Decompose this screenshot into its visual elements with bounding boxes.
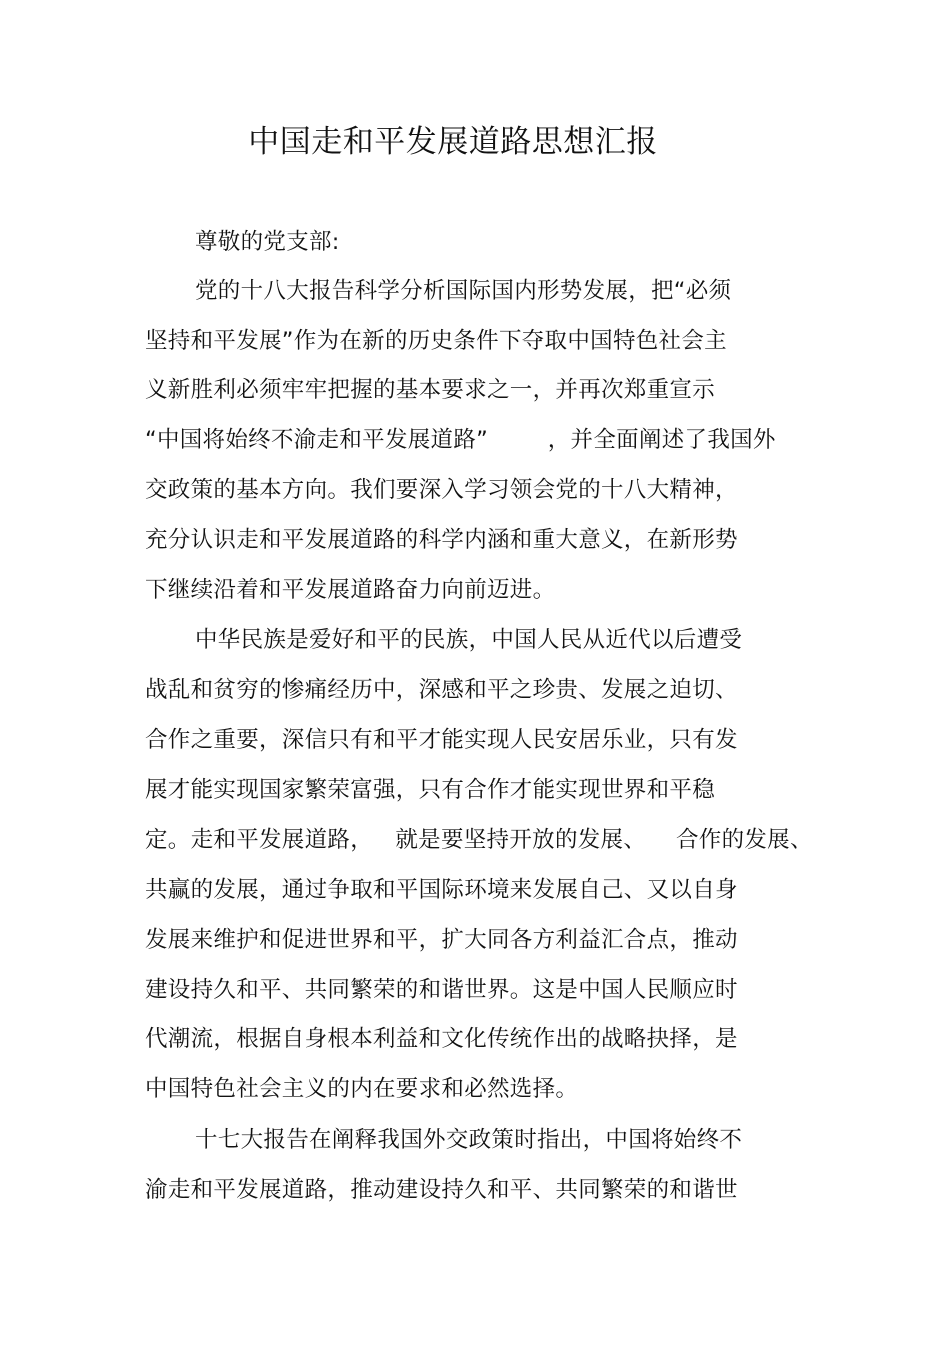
paragraph-line: 合作之重要，深信只有和平才能实现人民安居乐业，只有发 bbox=[145, 727, 738, 753]
paragraph-line: 战乱和贫穷的惨痛经历中，深感和平之珍贵、发展之迫切、 bbox=[145, 677, 738, 703]
paragraph-line: 发展来维护和促进世界和平，扩大同各方利益汇合点，推动 bbox=[145, 927, 738, 953]
paragraph-line: 渝走和平发展道路，推动建设持久和平、共同繁荣的和谐世 bbox=[145, 1177, 738, 1203]
paragraph-line: 共赢的发展，通过争取和平国际环境来发展自己、又以自身 bbox=[145, 877, 738, 903]
paragraph-line: 建设持久和平、共同繁荣的和谐世界。这是中国人民顺应时 bbox=[145, 977, 738, 1003]
paragraph-line: 坚持和平发展”作为在新的历史条件下夺取中国特色社会主 bbox=[145, 328, 727, 354]
paragraph-line: 党的十八大报告科学分析国际国内形势发展，把“必须 bbox=[195, 278, 732, 304]
paragraph-line: 中国特色社会主义的内在要求和必然选择。 bbox=[145, 1076, 579, 1102]
paragraph-line: 交政策的基本方向。我们要深入学习领会党的十八大精神， bbox=[145, 477, 738, 503]
paragraph-line: 充分认识走和平发展道路的科学内涵和重大意义，在新形势 bbox=[145, 527, 738, 553]
paragraph-line: 代潮流，根据自身根本利益和文化传统作出的战略抉择，是 bbox=[145, 1026, 738, 1052]
paragraph-line: 定。走和平发展道路， 就是要坚持开放的发展、 合作的发展、 bbox=[145, 827, 813, 853]
paragraph-line: 展才能实现国家繁荣富强，只有合作才能实现世界和平稳 bbox=[145, 777, 716, 803]
salutation: 尊敬的党支部: bbox=[195, 229, 340, 255]
document-title: 中国走和平发展道路思想汇报 bbox=[248, 124, 658, 160]
paragraph-line: 中华民族是爱好和平的民族，中国人民从近代以后遭受 bbox=[195, 627, 743, 653]
paragraph-line: 十七大报告在阐释我国外交政策时指出，中国将始终不 bbox=[195, 1127, 743, 1153]
paragraph-line: “中国将始终不渝走和平发展道路” ，并全面阐述了我国外 bbox=[145, 427, 776, 453]
paragraph-line: 下继续沿着和平发展道路奋力向前迈进。 bbox=[145, 577, 556, 603]
paragraph-line: 义新胜利必须牢牢把握的基本要求之一，并再次郑重宣示 bbox=[145, 377, 716, 403]
